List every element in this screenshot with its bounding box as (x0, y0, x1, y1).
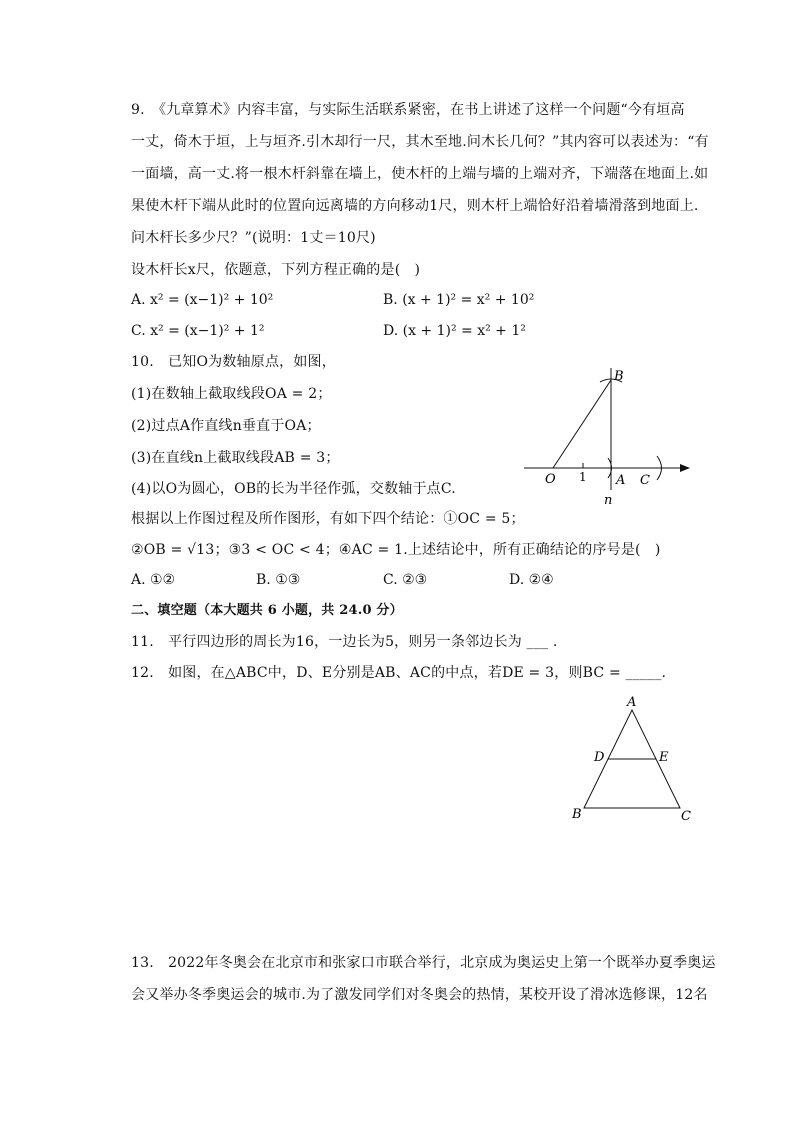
q12-figure (566, 693, 696, 825)
q10-option-d: D. ②④ (509, 572, 554, 588)
label-d: D (594, 750, 605, 765)
label-o: O (545, 472, 556, 487)
q10-figure (518, 360, 698, 510)
q10-line-6: 根据以上作图过程及所作图形，有如下四个结论：①OC = 5； (131, 511, 525, 527)
label-c: C (681, 809, 691, 824)
q9-line-5: 问木杆长多少尺？”(说明：1丈＝10尺) (131, 230, 376, 246)
q10-line-4: (3)在直线n上截取线段AB = 3； (131, 450, 340, 466)
axis-arrow (680, 464, 690, 472)
q9-option-c: C. x² = (x−1)² + 1² (131, 323, 265, 339)
q9-line-2: 一丈，倚木于垣，上与垣齐.引木却行一尺，其木至地.问木长几何？”其内容可以表述为：“有 (131, 134, 709, 150)
q10-line-5: (4)以O为圆心，OB的长为半径作弧，交数轴于点C. (131, 481, 456, 497)
q9-option-b: B. (x + 1)² = x² + 10² (383, 292, 535, 308)
label-a: A (616, 473, 626, 488)
q10-line-1: 10. 已知O为数轴原点，如图， (131, 354, 336, 370)
label-c: C (640, 473, 650, 488)
q10-line-3: (2)过点A作直线n垂直于OA； (131, 418, 321, 434)
q9-line-3: 一面墙，高一丈.将一根木杆斜靠在墙上，使木杆的上端与墙的上端对齐，下端落在地面上.如 (131, 166, 709, 182)
q13-line-1: 13. 2022年冬奥会在北京市和张家口市联合举行，北京成为奥运史上第一个既举办夏季奥运 (131, 955, 716, 971)
label-a: A (627, 695, 637, 710)
q10-option-c: C. ②③ (383, 572, 428, 588)
q10-option-a: A. ①② (131, 572, 176, 588)
label-e: E (659, 750, 669, 765)
q10-option-b: B. ①③ (256, 572, 301, 588)
q9-option-a: A. x² = (x−1)² + 10² (131, 292, 274, 308)
label-b: B (614, 369, 624, 384)
q13-line-2: 会又举办冬季奥运会的城市.为了激发同学们对冬奥会的热情，某校开设了滑冰选修课，12名 (131, 987, 708, 1003)
q10-line-2: (1)在数轴上截取线段OA = 2； (131, 386, 332, 402)
q9-option-d: D. (x + 1)² = x² + 1² (383, 323, 526, 339)
q9-line-1: 9. 《九章算术》内容丰富，与实际生活联系紧密，在书上讲述了这样一个问题“今有垣高 (131, 102, 685, 118)
q9-line-4: 果使木杆下端从此时的位置向远离墙的方向移动1尺，则木杆上端恰好沿着墙滑落到地面上. (131, 198, 699, 214)
q11-text: 11. 平行四边形的周长为16，一边长为5，则另一条邻边长为 ___ . (131, 634, 558, 650)
q12-text: 12. 如图，在△ABC中，D、E分别是AB、AC的中点，若DE = 3，则BC = _____. (131, 665, 667, 681)
section-2-title: 二、填空题（本大题共 6 小题，共 24.0 分） (131, 603, 403, 618)
q10-line-7: ②OB = √13；③3 < OC < 4；④AC = 1.上述结论中，所有正确结论的序号是( ) (131, 542, 661, 558)
label-n: n (604, 493, 613, 508)
q9-line-6: 设木杆长x尺，依题意，下列方程正确的是( ) (131, 262, 421, 278)
segment-ob (553, 380, 611, 468)
label-1: 1 (579, 470, 587, 484)
label-b: B (572, 807, 582, 822)
